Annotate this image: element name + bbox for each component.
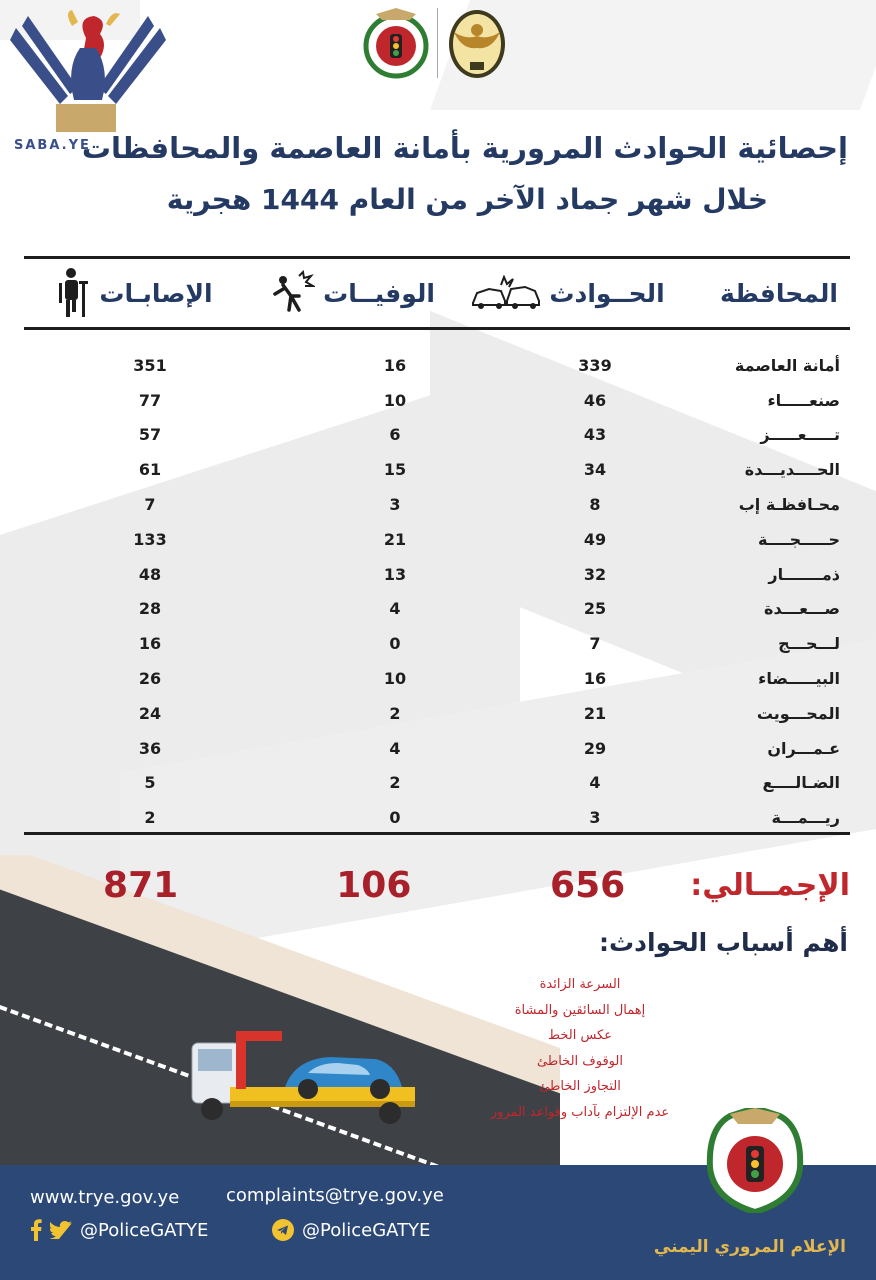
- facebook-twitter-handle[interactable]: [30, 1219, 208, 1241]
- cause-item: الوقوف الخاطئ: [537, 1053, 623, 1069]
- table-row: [24, 800, 850, 835]
- cell-injuries: 7: [144, 495, 156, 515]
- cell-governorate: ريـــمـــة: [771, 808, 840, 828]
- table-row: [24, 696, 850, 731]
- cell-accidents: 46: [583, 390, 607, 410]
- cell-injuries: 2: [144, 808, 156, 828]
- brand-name: الإعلام المروري اليمني: [653, 1237, 846, 1257]
- col-header-injuries: [24, 267, 238, 319]
- table-row: [24, 557, 850, 592]
- cell-injuries: 5: [144, 773, 156, 793]
- cell-governorate: لـــحـــج: [778, 634, 840, 654]
- website-link[interactable]: www.trye.gov.ye: [30, 1187, 180, 1208]
- page-subtitle: خلال شهر جماد الآخر من العام 1444 هجرية: [166, 183, 768, 216]
- col-header-governorate: [670, 279, 850, 308]
- cell-governorate: الحــــديـــدة: [744, 460, 840, 480]
- cell-deaths: 0: [389, 634, 401, 654]
- cell-governorate: ذمـــــــار: [768, 564, 840, 584]
- stats-table: [24, 256, 850, 835]
- traffic-police-emblem: [362, 8, 430, 82]
- cell-deaths: 10: [383, 390, 407, 410]
- table-header-rule: [24, 327, 850, 330]
- title-block: [28, 122, 848, 226]
- cell-injuries: 24: [138, 703, 162, 723]
- cell-accidents: 4: [589, 773, 601, 793]
- telegram-handle[interactable]: [272, 1219, 430, 1241]
- cause-item: التجاوز الخاطئ: [539, 1079, 621, 1094]
- police-emblem: [446, 6, 508, 80]
- cell-governorate: حـــــجــــة: [758, 529, 840, 549]
- cell-deaths: 16: [383, 355, 407, 375]
- social-handle-2: @PoliceGATYE: [302, 1219, 431, 1241]
- table-header: [24, 259, 850, 327]
- table-row: [24, 452, 850, 487]
- table-row: [24, 731, 850, 766]
- cell-deaths: 10: [383, 669, 407, 689]
- cell-injuries: 26: [138, 669, 162, 689]
- total-accidents: 656: [550, 864, 626, 906]
- cell-injuries: 48: [138, 564, 162, 584]
- col-header-injuries-label: الإصابـات: [99, 278, 213, 308]
- cell-injuries: 133: [133, 529, 167, 549]
- page-title: إحصائية الحوادث المرورية بأمانة العاصمة والمحافظات: [81, 131, 848, 165]
- total-injuries: 871: [103, 864, 179, 906]
- social-handle-1: @PoliceGATYE: [80, 1219, 209, 1241]
- tow-truck-illustration: [190, 1025, 420, 1145]
- cell-accidents: 21: [583, 703, 607, 723]
- cell-deaths: 13: [383, 564, 407, 584]
- car-crash-icon: [471, 275, 541, 311]
- cell-injuries: 57: [138, 425, 162, 445]
- cell-injuries: 351: [133, 355, 167, 375]
- table-row: [24, 418, 850, 453]
- cell-accidents: 8: [589, 495, 601, 515]
- cell-accidents: 16: [583, 669, 607, 689]
- cell-accidents: 25: [583, 599, 607, 619]
- cell-deaths: 4: [389, 738, 401, 758]
- cell-deaths: 2: [389, 703, 401, 723]
- cell-injuries: 77: [138, 390, 162, 410]
- totals-rule: [24, 832, 850, 835]
- col-header-deaths: [238, 270, 458, 316]
- cell-accidents: 34: [583, 460, 607, 480]
- cell-injuries: 16: [138, 634, 162, 654]
- table-rows: [24, 348, 850, 835]
- cell-deaths: 4: [389, 599, 401, 619]
- col-header-governorate-label: المحافظة: [719, 278, 838, 308]
- cell-deaths: 6: [389, 425, 401, 445]
- traffic-department-emblem: [700, 1108, 810, 1213]
- col-header-accidents: [458, 275, 670, 311]
- table-row: [24, 626, 850, 661]
- table-row: [24, 766, 850, 801]
- cell-deaths: 15: [383, 460, 407, 480]
- cell-deaths: 2: [389, 773, 401, 793]
- cell-injuries: 61: [138, 460, 162, 480]
- cause-item: إهمال السائقين والمشاة: [514, 1002, 646, 1018]
- cell-governorate: البيـــــضاء: [758, 669, 840, 689]
- cause-item: عدم الإلتزام بآداب وقواعد المرور: [490, 1104, 670, 1120]
- table-row: [24, 487, 850, 522]
- table-row: [24, 661, 850, 696]
- saba-caption: SABA.YE: [14, 138, 91, 153]
- cell-accidents: 43: [583, 425, 607, 445]
- cell-injuries: 28: [138, 599, 162, 619]
- cell-governorate: المحـــويت: [756, 703, 840, 723]
- totals-label: الإجمــالي:: [690, 867, 850, 903]
- totals-row: [24, 855, 850, 915]
- table-row: [24, 348, 850, 383]
- telegram-icon[interactable]: [272, 1219, 294, 1241]
- cell-accidents: 29: [583, 738, 607, 758]
- cell-governorate: تـــــعـــــز: [760, 425, 840, 445]
- falling-person-icon: [269, 270, 315, 316]
- col-header-deaths-label: الوفيــات: [323, 278, 435, 308]
- cell-accidents: 32: [583, 564, 607, 584]
- cell-governorate: الضـالــــع: [762, 773, 840, 793]
- col-header-accidents-label: الحــوادث: [549, 278, 665, 308]
- facebook-icon[interactable]: [30, 1219, 42, 1241]
- cell-injuries: 36: [138, 738, 162, 758]
- table-row: [24, 592, 850, 627]
- cell-accidents: 49: [583, 529, 607, 549]
- cell-accidents: 339: [578, 355, 612, 375]
- cell-deaths: 21: [383, 529, 407, 549]
- cell-governorate: محـافظـة إب: [738, 495, 840, 515]
- cell-deaths: 3: [389, 495, 401, 515]
- emblem-divider: [437, 8, 438, 78]
- twitter-icon[interactable]: [50, 1221, 72, 1239]
- cause-item: السرعة الزائدة: [539, 977, 621, 992]
- cell-governorate: صـــعـــدة: [764, 599, 840, 619]
- causes-list: [400, 972, 760, 1125]
- total-deaths: 106: [336, 864, 412, 906]
- email-link[interactable]: complaints@trye.gov.ye: [226, 1185, 444, 1206]
- cell-accidents: 3: [589, 808, 601, 828]
- causes-heading: أهم أسباب الحوادث:: [599, 928, 848, 957]
- cause-item: عكس الخط: [548, 1028, 612, 1043]
- cell-deaths: 0: [389, 808, 401, 828]
- table-row: [24, 383, 850, 418]
- cell-governorate: عـمـــران: [767, 738, 840, 758]
- cell-accidents: 7: [589, 634, 601, 654]
- table-row: [24, 522, 850, 557]
- cell-governorate: صنعـــــاء: [767, 390, 840, 410]
- injured-person-crutch-icon: [57, 267, 91, 319]
- cell-governorate: أمانة العاصمة: [734, 355, 840, 375]
